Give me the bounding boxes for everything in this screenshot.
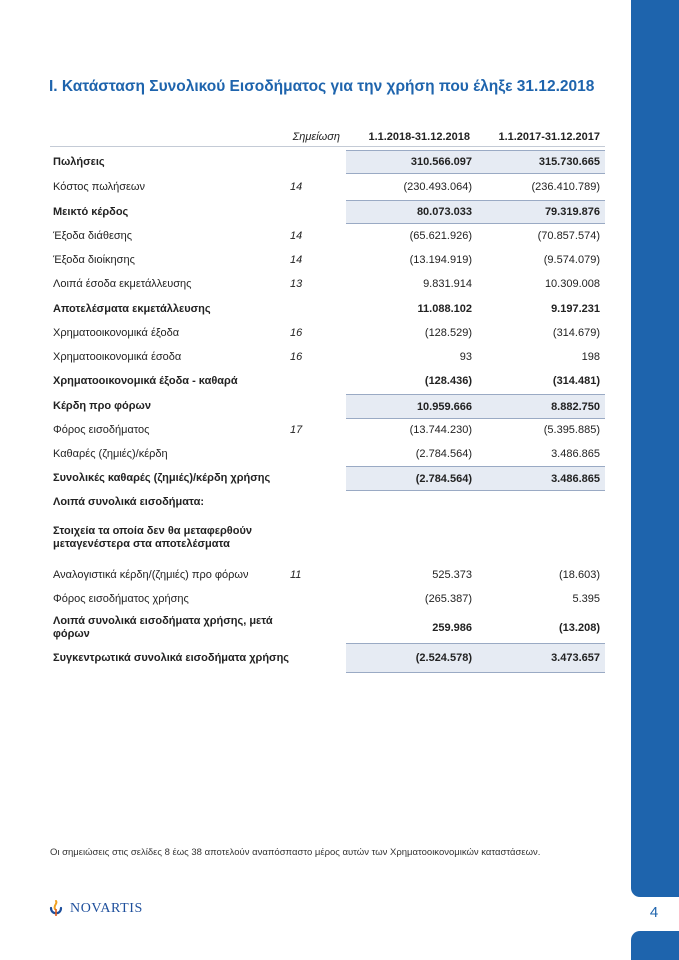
novartis-logo (49, 900, 143, 918)
row-label: Φόρος εισοδήματος χρήσης (53, 592, 189, 605)
row-value-2017: (9.574.079) (543, 254, 600, 266)
table-row (50, 443, 605, 465)
table-row (50, 520, 605, 556)
row-label: Μεικτό κέρδος (53, 205, 129, 218)
row-value-2017: (70.857.574) (537, 230, 600, 242)
row-value-2018: 80.073.033 (416, 206, 472, 218)
row-label: Καθαρές (ζημιές)/κέρδη (53, 447, 168, 460)
table-row (50, 298, 605, 320)
row-value-2018: (265.387) (424, 593, 472, 605)
row-value-2018: 310.566.097 (410, 156, 472, 168)
row-value-2017: 10.309.008 (544, 278, 600, 290)
row-note: 14 (290, 254, 303, 266)
row-label: Λοιπά συνολικά εισοδήματα: (53, 495, 205, 508)
table-row (50, 150, 605, 174)
row-note: 14 (290, 181, 303, 193)
row-value-2017: 8.882.750 (551, 400, 600, 413)
table-row (50, 643, 605, 673)
novartis-logo-icon (49, 900, 63, 918)
table-row (50, 491, 605, 513)
row-value-2017: 3.473.657 (551, 652, 600, 664)
row-label: Λοιπά συνολικά εισοδήματα χρήσης, μετά φόρων (53, 615, 273, 640)
row-value-2017: (5.395.885) (543, 424, 600, 436)
row-note (290, 588, 312, 610)
row-value-2017: 315.730.665 (538, 156, 600, 168)
table-row (50, 466, 605, 491)
row-label: Κόστος πωλήσεων (53, 180, 145, 193)
row-note: 13 (290, 278, 303, 290)
row-value-2018: (128.436) (424, 375, 472, 387)
row-value-2017: 198 (581, 351, 600, 363)
row-value-2017: 3.486.865 (551, 448, 600, 460)
row-value-2017 (478, 491, 600, 513)
row-note (290, 466, 312, 491)
side-bar (631, 0, 679, 897)
row-note: 17 (290, 424, 303, 436)
row-value-2018: (13.744.230) (409, 424, 472, 436)
row-label: Συνολικές καθαρές (ζημιές)/κέρδη χρήσης (53, 472, 271, 484)
row-note (290, 491, 312, 513)
row-label: Στοιχεία τα οποία δεν θα μεταφερθούν μεταγενέστερα στα αποτελέσματα (53, 525, 252, 550)
table-row (50, 370, 605, 392)
row-label: Φόρος εισοδήματος (53, 423, 150, 436)
row-label: Έξοδα διάθεσης (53, 229, 133, 242)
row-note: 11 (290, 569, 302, 581)
row-value-2018: (2.784.564) (415, 448, 472, 460)
row-label: Πωλήσεις (53, 155, 105, 168)
row-note (290, 643, 312, 673)
row-label: Κέρδη προ φόρων (53, 400, 151, 412)
row-note (290, 394, 312, 419)
row-note (290, 200, 312, 224)
row-value-2017: 3.486.865 (551, 472, 600, 485)
table-row (50, 225, 605, 247)
header-period-2018: 1.1.2018-31.12.2018 (368, 131, 470, 143)
row-note: 16 (290, 327, 303, 339)
row-note (290, 443, 312, 465)
table-row (50, 176, 605, 198)
table-row (50, 419, 605, 441)
row-value-2017: (314.679) (552, 327, 600, 339)
row-value-2017: 79.319.876 (544, 206, 600, 218)
row-value-2018: 11.088.102 (417, 303, 472, 315)
row-value-2018: (13.194.919) (409, 254, 472, 266)
row-label: Συγκεντρωτικά συνολικά εισοδήματα χρήσης (53, 651, 290, 664)
table-row (50, 273, 605, 295)
table-row (50, 564, 605, 586)
income-statement-table (50, 0, 605, 700)
footer-note: Οι σημειώσεις στις σελίδες 8 έως 38 αποτελούν αναπόσπαστο μέρος αυτών των Χρηματοοικονομικών καταστάσεων. (50, 847, 541, 858)
row-note (290, 613, 312, 643)
row-value-2017: 5.395 (572, 593, 600, 605)
row-value-2018: (65.621.926) (409, 230, 472, 242)
row-label: Αποτελέσματα εκμετάλλευσης (53, 302, 211, 315)
row-value-2018: (128.529) (424, 327, 472, 339)
table-row (50, 613, 605, 643)
table-row (50, 249, 605, 271)
row-value-2018: (2.784.564) (415, 472, 472, 485)
logo-text: NOVARTIS (70, 901, 143, 916)
header-note: Σημείωση (292, 131, 340, 143)
row-value-2018: 259.986 (432, 622, 472, 634)
row-value-2018: 525.373 (432, 569, 472, 581)
header-period-2017: 1.1.2017-31.12.2017 (498, 131, 600, 143)
row-value-2018 (348, 491, 472, 513)
row-value-2018: 9.831.914 (423, 278, 472, 290)
table-row (50, 588, 605, 610)
row-value-2018: 10.959.666 (416, 400, 472, 413)
row-label: Χρηματοοικονομικά έξοδα - καθαρά (53, 374, 238, 387)
table-row (50, 200, 605, 224)
row-value-2017 (478, 520, 600, 556)
table-row (50, 322, 605, 344)
page-title: I. Κατάσταση Συνολικού Εισοδήματος για την χρήση που έληξε 31.12.2018 (49, 78, 595, 95)
table-row (50, 346, 605, 368)
row-label: Αναλογιστικά κέρδη/(ζημιές) προ φόρων (53, 568, 249, 581)
row-value-2018: 93 (459, 351, 472, 363)
row-value-2017: (13.208) (559, 622, 600, 634)
row-note: 14 (290, 230, 303, 242)
page-number: 4 (649, 904, 659, 921)
row-value-2018: (2.524.578) (415, 652, 472, 664)
row-value-2018: (230.493.064) (403, 181, 472, 193)
row-value-2017: (236.410.789) (531, 181, 600, 193)
row-label: Χρηματοοικονομικά έσοδα (53, 350, 182, 363)
row-label: Έξοδα διοίκησης (53, 253, 135, 266)
row-value-2017: (18.603) (559, 569, 600, 581)
side-bar-footer (631, 931, 679, 960)
row-note (290, 298, 312, 320)
row-note: 16 (290, 351, 303, 363)
table-row (50, 394, 605, 419)
row-note (290, 520, 312, 556)
row-label: Χρηματοοικονομικά έξοδα (53, 326, 180, 339)
row-value-2018 (348, 520, 472, 556)
row-value-2017: (314.481) (552, 375, 600, 387)
row-label: Λοιπά έσοδα εκμετάλλευσης (53, 277, 192, 290)
row-value-2017: 9.197.231 (551, 303, 600, 315)
row-note (290, 370, 312, 392)
row-note (290, 150, 312, 174)
